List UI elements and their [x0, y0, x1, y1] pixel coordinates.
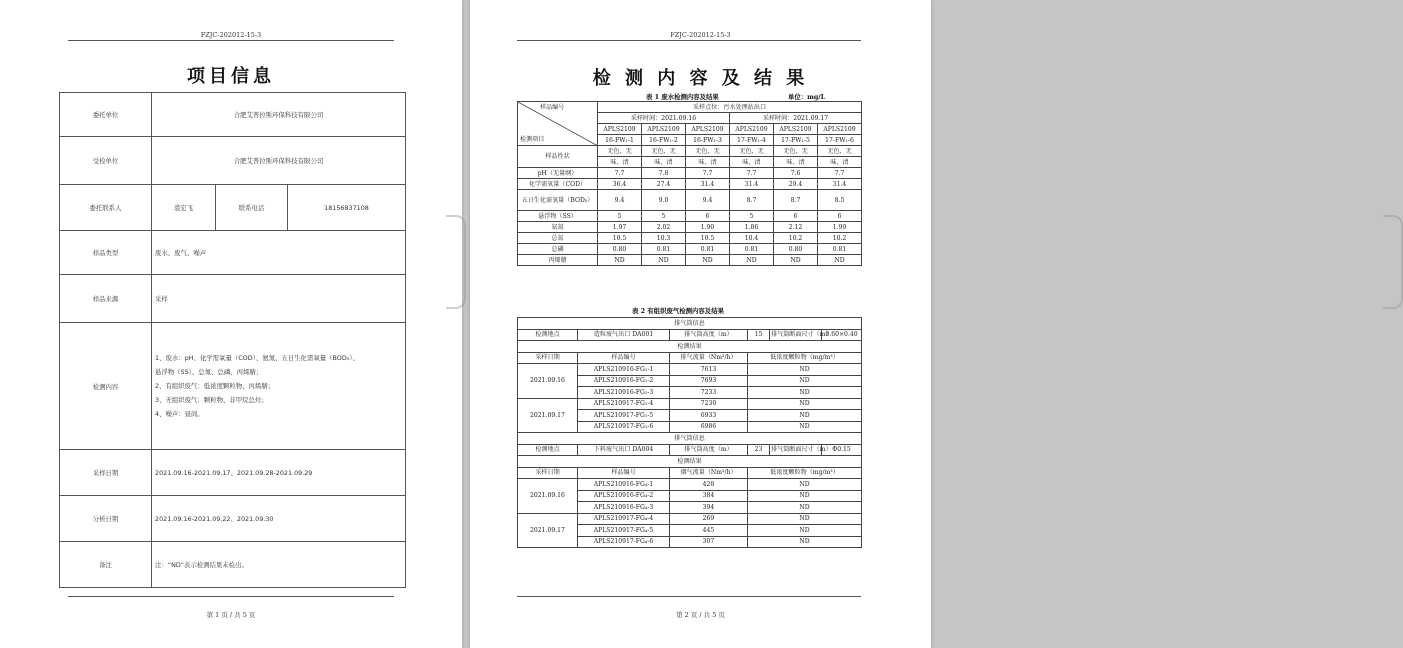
result-value: 7.6 [774, 168, 818, 179]
sample-character: 味、清 [598, 157, 642, 168]
sampling-date: 采样时间：2021.09.17 [730, 113, 862, 124]
result-value: 7.8 [642, 168, 686, 179]
sample-id: APLS210917-FG₄-4 [578, 513, 670, 525]
sample-character: 无色、无 [686, 146, 730, 157]
result-value: ND [730, 255, 774, 266]
header-diagonal-cell [518, 102, 598, 146]
table-row [518, 467, 862, 479]
result-value: 0.81 [730, 244, 774, 255]
result-value: ND [748, 387, 862, 399]
row-label: 检测内容 [60, 323, 152, 450]
exhaust-gas-results-table [517, 317, 862, 548]
sample-id: APLS210916-FG₁-1 [578, 364, 670, 376]
page-number: 第 2 页 / 共 5 页 [676, 611, 725, 619]
page-number: 第 1 页 / 共 5 页 [206, 611, 256, 619]
result-value: ND [686, 255, 730, 266]
result-value: 9.4 [686, 190, 730, 211]
stack-height: 23 [748, 444, 770, 456]
report-page-2[interactable] [470, 0, 931, 648]
result-value: 8.7 [774, 190, 818, 211]
column-header: 样品编号 [578, 467, 670, 479]
sample-id: 17-FW₁-6 [818, 135, 862, 146]
sample-id: APLS210916-FG₁-3 [578, 387, 670, 399]
result-value: 6 [818, 211, 862, 222]
content-line: 3、无组织废气：颗粒物、非甲烷总烃； [155, 396, 268, 404]
table-row [518, 444, 862, 456]
content-line: 2、有组织废气：低浓度颗粒物、丙烯腈； [155, 382, 275, 390]
sample-id: APLS210916-FG₁-2 [578, 375, 670, 387]
sample-character: 味、清 [686, 157, 730, 168]
table-row [60, 137, 406, 185]
column-header: 低浓度颗粒物（mg/m³） [748, 352, 862, 364]
parameter-name: 总磷 [518, 244, 598, 255]
result-value: ND [748, 513, 862, 525]
stack-section: 0.60×0.40 [822, 329, 862, 341]
result-value: 8.7 [730, 190, 774, 211]
result-value: 0.81 [818, 244, 862, 255]
stack-section-label: 排气筒断面尺寸（m） [770, 444, 822, 456]
item-label: 检测项目 [520, 136, 545, 143]
seam-stamp [446, 215, 466, 309]
parameter-name: 总氮 [518, 233, 598, 244]
table-row [518, 233, 862, 244]
result-value: 7.7 [818, 168, 862, 179]
table-row [518, 211, 862, 222]
result-value: 1.97 [598, 222, 642, 233]
sampling-location: 采样点位：污水处理站出口 [598, 102, 862, 113]
header-rule [68, 40, 394, 41]
sample-id: APLS210916-FG₄-2 [578, 490, 670, 502]
result-value: ND [748, 525, 862, 537]
table-row [60, 496, 406, 542]
wastewater-result-rows [518, 168, 862, 266]
sample-id: APLS210917-FG₁-6 [578, 421, 670, 433]
table-row [518, 352, 862, 364]
sample-id: APLS210917-FG₁-5 [578, 410, 670, 422]
sample-id: 16-FW₁-2 [642, 135, 686, 146]
table-row [60, 450, 406, 496]
sample-id: 16-FW₁-3 [686, 135, 730, 146]
flow-value: 269 [670, 513, 748, 525]
sample-character: 味、清 [774, 157, 818, 168]
column-header: 烟气流量（Nm³/h） [670, 467, 748, 479]
section-heading: 检测结果 [518, 341, 862, 353]
result-value: 5 [730, 211, 774, 222]
site-value: 下料废气出口 DA004 [578, 444, 670, 456]
result-value: 7.7 [730, 168, 774, 179]
result-value: 36.4 [598, 179, 642, 190]
sample-id: APLS2109 [730, 124, 774, 135]
result-value: 0.80 [598, 244, 642, 255]
result-value: 10.2 [818, 233, 862, 244]
result-value: 5 [642, 211, 686, 222]
row-label: 委托联系人 [60, 185, 152, 231]
flow-value: 7230 [670, 398, 748, 410]
result-value: ND [748, 502, 862, 514]
parameter-name: 丙烯腈 [518, 255, 598, 266]
sample-id: 16-FW₁-1 [598, 135, 642, 146]
result-value: 8.5 [818, 190, 862, 211]
sample-character: 无色、无 [774, 146, 818, 157]
table-row [60, 542, 406, 588]
column-header: 低浓度颗粒物（mg/m³） [748, 467, 862, 479]
sampling-date: 2021.09.17 [518, 398, 578, 433]
stack-height-label: 排气筒高度（m） [670, 329, 748, 341]
contact-name: 裘宏飞 [152, 185, 216, 231]
result-value: 1.99 [818, 222, 862, 233]
sample-id: APLS2109 [598, 124, 642, 135]
row-label: 样品来源 [60, 275, 152, 323]
sample-character: 味、清 [730, 157, 774, 168]
table1-unit: 单位：mg/L [788, 93, 826, 101]
content-line: 1、废水：pH、化学需氧量（COD）、氨氮、五日生化需氧量（BOD₅）、 [155, 354, 359, 362]
footer-rule [68, 596, 394, 597]
table-row [518, 255, 862, 266]
result-value: 0.81 [686, 244, 730, 255]
stack-height: 15 [748, 329, 770, 341]
table2-caption: 表 2 有组织废气检测内容及结果 [632, 307, 724, 315]
table-row [518, 341, 862, 353]
result-value: 2.02 [642, 222, 686, 233]
result-value: 6 [774, 211, 818, 222]
table-row [60, 275, 406, 323]
sample-id: APLS210917-FG₁-4 [578, 398, 670, 410]
site-value: 造粒废气出口 DA001 [578, 329, 670, 341]
result-value: 0.81 [642, 244, 686, 255]
table-row [518, 102, 862, 113]
row-value: 注：“ND”表示检测结果未检出。 [152, 542, 406, 588]
page-title: 项目信息 [187, 66, 275, 87]
result-value: 5 [598, 211, 642, 222]
table-row [60, 231, 406, 275]
parameter-name: 化学需氧量（COD） [518, 179, 598, 190]
flow-value: 384 [670, 490, 748, 502]
project-info-table [59, 92, 406, 588]
table-row [60, 323, 406, 450]
result-value: ND [598, 255, 642, 266]
row-label: 委托单位 [60, 93, 152, 137]
flow-value: 307 [670, 536, 748, 548]
flow-value: 428 [670, 479, 748, 491]
sample-character: 味、清 [818, 157, 862, 168]
column-header: 样品编号 [578, 352, 670, 364]
sample-id: APLS210917-FG₄-6 [578, 536, 670, 548]
result-value: 10.5 [686, 233, 730, 244]
sample-id: APLS2109 [774, 124, 818, 135]
sampling-date: 采样时间：2021.09.16 [598, 113, 730, 124]
column-header: 排气流量（Nm³/h） [670, 352, 748, 364]
sampling-date: 2021.09.17 [518, 513, 578, 548]
sample-id: APLS2109 [818, 124, 862, 135]
report-page-1[interactable] [0, 0, 462, 648]
flow-value: 6986 [670, 421, 748, 433]
table-row [518, 222, 862, 233]
sampling-date: 2021.09.16 [518, 364, 578, 399]
report-code: FZJC-202012-15-3 [670, 31, 731, 39]
row-value: 2021.09.16-2021.09.22、2021.09.30 [152, 496, 406, 542]
sample-id: 17-FW₁-4 [730, 135, 774, 146]
sampling-date: 2021.09.16 [518, 479, 578, 514]
detection-content [152, 323, 406, 450]
content-line: 悬浮物（SS）、总氮、总磷、丙烯腈； [155, 368, 263, 376]
seam-stamp [1383, 215, 1403, 309]
sample-character: 无色、无 [598, 146, 642, 157]
column-header: 采样日期 [518, 467, 578, 479]
result-value: 9.0 [642, 190, 686, 211]
result-value: 10.3 [642, 233, 686, 244]
result-value: ND [748, 490, 862, 502]
table-row [518, 168, 862, 179]
phone-number: 18156837108 [288, 185, 406, 231]
result-value: 7.7 [686, 168, 730, 179]
table-row [518, 179, 862, 190]
result-value: ND [748, 410, 862, 422]
row-label: 分析日期 [60, 496, 152, 542]
result-value: 1.86 [730, 222, 774, 233]
parameter-name: 氨氮 [518, 222, 598, 233]
table-row [518, 398, 862, 410]
table-row [518, 433, 862, 445]
sample-character: 味、清 [642, 157, 686, 168]
result-value: 31.4 [730, 179, 774, 190]
row-value: 采样 [152, 275, 406, 323]
wastewater-results-table [517, 101, 862, 266]
stack-section: Φ0.15 [822, 444, 862, 456]
result-value: 10.5 [598, 233, 642, 244]
flow-value: 445 [670, 525, 748, 537]
table1-caption: 表 1 废水检测内容及结果 [646, 93, 719, 101]
content-line: 4、噪声：昼间。 [155, 410, 204, 418]
result-value: ND [774, 255, 818, 266]
result-value: 27.4 [642, 179, 686, 190]
result-value: 10.4 [730, 233, 774, 244]
table-row [60, 93, 406, 137]
flow-value: 7233 [670, 387, 748, 399]
sample-character: 无色、无 [818, 146, 862, 157]
flow-value: 6933 [670, 410, 748, 422]
result-value: ND [748, 364, 862, 376]
result-value: ND [748, 421, 862, 433]
result-value: ND [748, 479, 862, 491]
sample-id: 17-FW₁-5 [774, 135, 818, 146]
row-label: 受检单位 [60, 137, 152, 185]
section-heading: 排气筒信息 [518, 433, 862, 445]
result-value: 9.4 [598, 190, 642, 211]
row-label: 样品类型 [60, 231, 152, 275]
result-value: 2.12 [774, 222, 818, 233]
site-label: 检测地点 [518, 444, 578, 456]
sample-id: APLS210916-FG₄-1 [578, 479, 670, 491]
footer-rule [517, 596, 861, 597]
row-label: 采样日期 [60, 450, 152, 496]
result-value: 10.2 [774, 233, 818, 244]
table-row [518, 329, 862, 341]
parameter-name: 悬浮物（SS） [518, 211, 598, 222]
sample-id: APLS210916-FG₄-3 [578, 502, 670, 514]
row-value: 合肥艾普拉斯环保科技有限公司 [152, 93, 406, 137]
result-value: ND [748, 375, 862, 387]
flow-value: 394 [670, 502, 748, 514]
table-row [518, 456, 862, 468]
flow-value: 7613 [670, 364, 748, 376]
flow-value: 7693 [670, 375, 748, 387]
exhaust-gas-result-rows [518, 318, 862, 548]
table-row [518, 318, 862, 330]
result-value: ND [748, 398, 862, 410]
table-row [518, 364, 862, 376]
row-label: 备注 [60, 542, 152, 588]
parameter-name: 五日生化需氧量（BOD₅） [518, 190, 598, 211]
page-title: 检 测 内 容 及 结 果 [592, 68, 809, 89]
section-heading: 排气筒信息 [518, 318, 862, 330]
table-row [60, 185, 406, 231]
sample-id: APLS2109 [642, 124, 686, 135]
result-value: 6 [686, 211, 730, 222]
section-heading: 检测结果 [518, 456, 862, 468]
result-value: 7.7 [598, 168, 642, 179]
row-value: 2021.09.16-2021.09.17、2021.09.28-2021.09.29 [152, 450, 406, 496]
parameter-name: pH（无量纲） [518, 168, 598, 179]
result-value: 0.80 [774, 244, 818, 255]
header-rule [517, 40, 861, 41]
stack-height-label: 排气筒高度（m） [670, 444, 748, 456]
sample-id: APLS210917-FG₄-5 [578, 525, 670, 537]
result-value: ND [642, 255, 686, 266]
result-value: 31.4 [818, 179, 862, 190]
result-value: ND [748, 536, 862, 548]
table-row [518, 244, 862, 255]
site-label: 检测地点 [518, 329, 578, 341]
table-row [518, 190, 862, 211]
report-code: FZJC-202012-15-3 [200, 31, 262, 39]
table-row [518, 513, 862, 525]
sample-no-label: 样品编号 [540, 104, 565, 111]
result-value: 31.4 [686, 179, 730, 190]
phone-label: 联系电话 [216, 185, 288, 231]
row-value: 废水、废气、噪声 [152, 231, 406, 275]
row-label: 样品性状 [518, 146, 598, 168]
column-header: 采样日期 [518, 352, 578, 364]
sample-character: 无色、无 [642, 146, 686, 157]
result-value: ND [818, 255, 862, 266]
row-value: 合肥艾普拉斯环保科技有限公司 [152, 137, 406, 185]
result-value: 1.90 [686, 222, 730, 233]
table-row [518, 146, 862, 157]
sample-id: APLS2109 [686, 124, 730, 135]
result-value: 29.4 [774, 179, 818, 190]
stack-section-label: 排气筒断面尺寸（m） [770, 329, 822, 341]
table-row [518, 479, 862, 491]
sample-character: 无色、无 [730, 146, 774, 157]
